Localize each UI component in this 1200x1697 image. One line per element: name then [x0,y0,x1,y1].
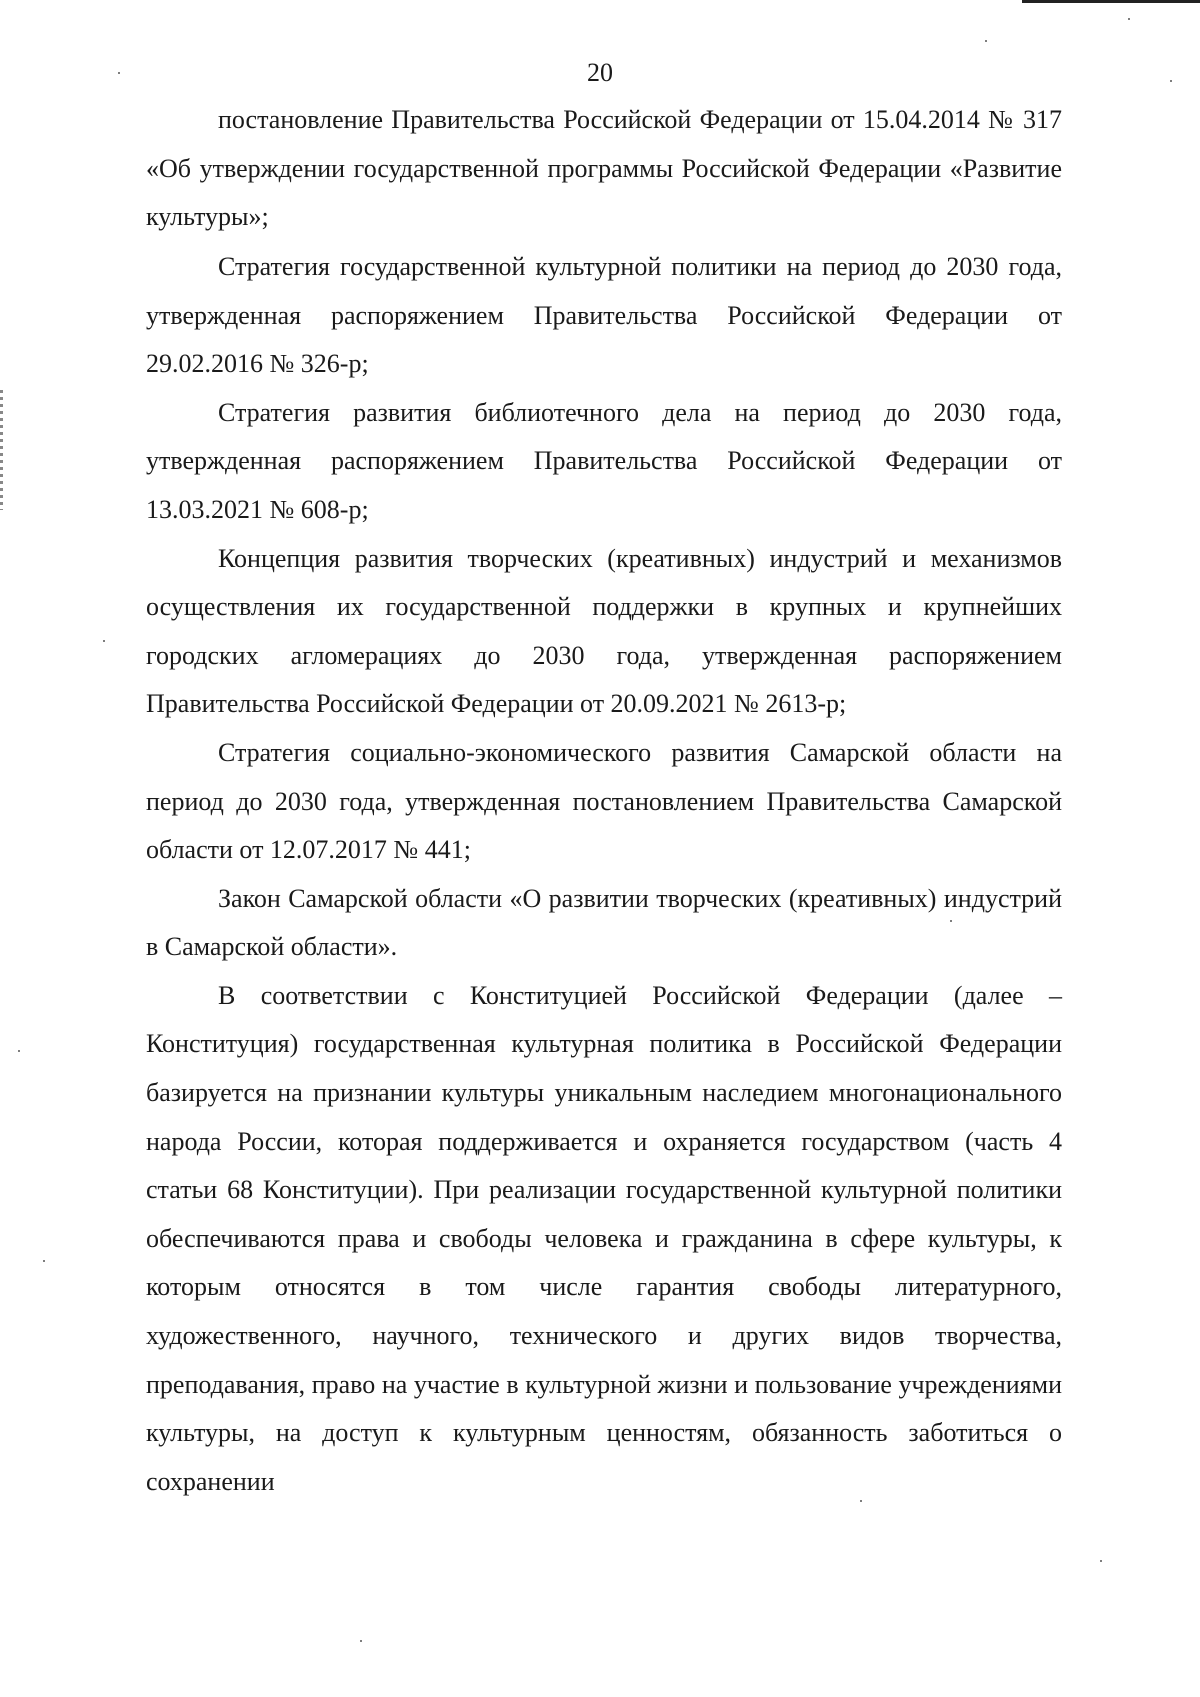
page-number: 20 [587,58,613,87]
paragraph-constitution: В соответствии с Конституцией Российской Федерации (далее – Конституция) государственная культурная политика в Российской Федерации базируется на признании культуры уникальным наследием многонационального народа России, которая поддерживается и охраняется государством (часть 4 статьи 68 Конституции). При реализации государственной культурной политики обеспечиваются права и свободы человека и гражданина в сфере культуры, к которым относятся в том числе гарантия свободы литературного, художественного, научного, технического и других видов творчества, преподавания, право на участие в культурной жизни и пользование учреждениями культуры, на доступ к культурным ценностям, обязанность заботиться о сохранении [146,980,1062,1496]
paragraph-resolution-317: постановление Правительства Российской Федерации от 15.04.2014 № 317 «Об утверждении государственной программы Российской Федерации «Развитие культуры»; [146,105,1062,232]
paragraph-samara-law: Закон Самарской области «О развитии творческих (креативных) индустрий в Самарской области». [146,883,1062,962]
paragraph-samara-strategy: Стратегия социально-экономического развития Самарской области на период до 2030 года, утвержденная постановлением Правительства Самарской области от 12.07.2017 № 441; [146,737,1062,865]
paragraph-cultural-policy-strategy: Стратегия государственной культурной политики на период до 2030 года, утвержденная распоряжением Правительства Российской Федерации от 29.02.2016 № 326-р; [146,251,1062,379]
scan-speck [1100,1560,1102,1562]
paragraph-library-strategy: Стратегия развития библиотечного дела на период до 2030 года, утвержденная распоряжением Правительства Российской Федерации от 13.03.2021 № 608-р; [146,397,1062,524]
scan-speck [103,640,105,642]
scan-speck [360,1640,362,1642]
scan-speck [18,1050,20,1052]
scan-binding-marks [0,390,3,510]
top-edge-rule [1022,0,1200,3]
scan-speck [985,40,987,42]
document-body [146,96,1062,1506]
paragraph-creative-industries-concept: Концепция развития творческих (креативных) индустрий и механизмов осуществления их государственной поддержки в крупных и крупнейших городских агломерациях до 2030 года, утвержденная распоряжением Правительства Российской Федерации от 20.09.2021 № 2613-р; [146,543,1062,719]
scan-speck [43,1260,45,1262]
scan-speck [1128,18,1130,20]
